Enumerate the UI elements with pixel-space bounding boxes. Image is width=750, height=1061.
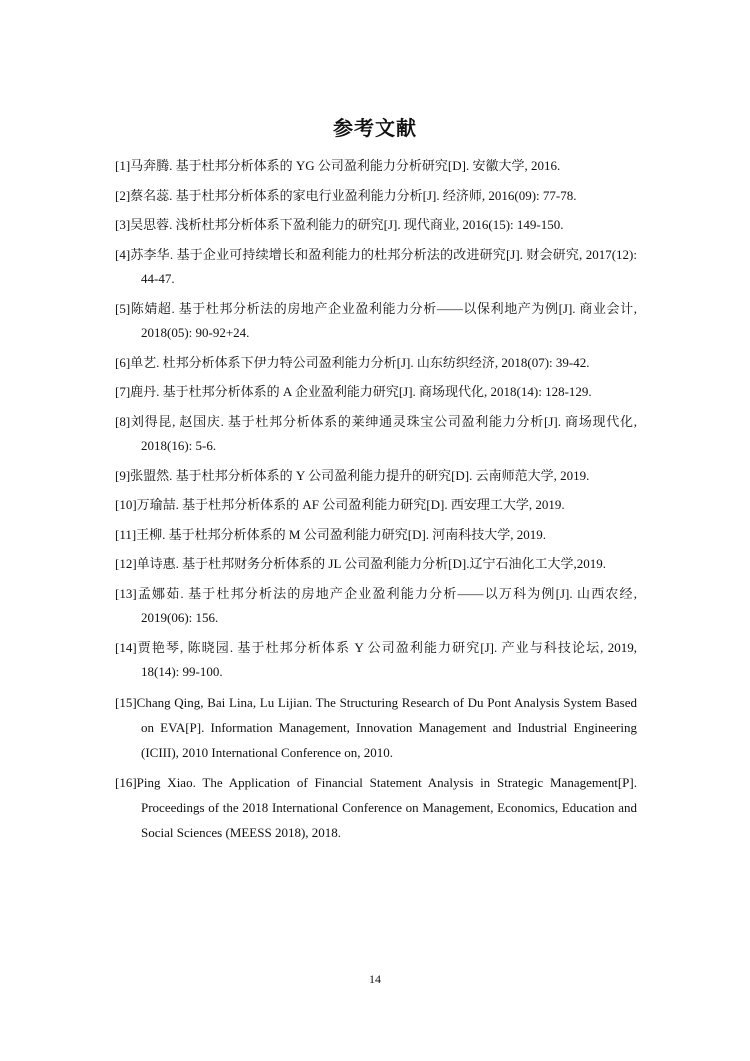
page-title: 参考文献	[333, 116, 417, 140]
reference-item: [11]王柳. 基于杜邦分析体系的 M 公司盈利能力研究[D]. 河南科技大学, 2019.	[115, 526, 547, 542]
reference-list	[115, 154, 637, 850]
reference-item: [16]Ping Xiao. The Application of Financial Statement Analysis in Strategic Management[P]. Proceedings of the 2018 International Conference on Management, Economics, Education and Social Sciences (MEESS 2018), 2018.	[115, 774, 637, 840]
page-number: 14	[369, 972, 381, 986]
reference-item: [12]单诗惠. 基于杜邦财务分析体系的 JL 公司盈利能力分析[D].辽宁石油化工大学,2019.	[115, 556, 606, 571]
reference-item: [6]单艺. 杜邦分析体系下伊力特公司盈利能力分析[J]. 山东纺织经济, 2018(07): 39-42.	[115, 354, 590, 370]
reference-item: [7]鹿丹. 基于杜邦分析体系的 A 企业盈利能力研究[J]. 商场现代化, 2018(14): 128-129.	[115, 384, 592, 399]
reference-item: [4]苏李华. 基于企业可持续增长和盈利能力的杜邦分析法的改进研究[J]. 财会研究, 2017(12): 44-47.	[115, 246, 637, 286]
reference-item: [8]刘得昆, 赵国庆. 基于杜邦分析体系的莱绅通灵珠宝公司盈利能力分析[J]. 商场现代化, 2018(16): 5-6.	[115, 413, 637, 453]
reference-item: [13]孟娜茹. 基于杜邦分析法的房地产企业盈利能力分析——以万科为例[J]. 山西农经, 2019(06): 156.	[115, 585, 637, 625]
reference-item: [9]张盟然. 基于杜邦分析体系的 Y 公司盈利能力提升的研究[D]. 云南师范大学, 2019.	[115, 467, 590, 483]
reference-item: [2]蔡名蕊. 基于杜邦分析体系的家电行业盈利能力分析[J]. 经济师, 2016(09): 77-78.	[115, 187, 577, 203]
reference-item: [1]马奔腾. 基于杜邦分析体系的 YG 公司盈利能力分析研究[D]. 安徽大学, 2016.	[115, 158, 561, 173]
reference-item: [5]陈婧超. 基于杜邦分析法的房地产企业盈利能力分析——以保利地产为例[J]. 商业会计, 2018(05): 90-92+24.	[115, 300, 637, 340]
reference-item: [14]贾艳琴, 陈晓园. 基于杜邦分析体系 Y 公司盈利能力研究[J]. 产业与科技论坛, 2019, 18(14): 99-100.	[115, 639, 637, 679]
reference-item: [15]Chang Qing, Bai Lina, Lu Lijian. The Structuring Research of Du Pont Analysis System Based on EVA[P]. Information Management, Innovation Management and Industrial Engineering (ICIII), 2010 International Conference on, 2010.	[115, 694, 637, 760]
reference-item: [10]万瑜喆. 基于杜邦分析体系的 AF 公司盈利能力研究[D]. 西安理工大学, 2019.	[115, 497, 565, 512]
reference-item: [3]吴思蓉. 浅析杜邦分析体系下盈利能力的研究[J]. 现代商业, 2016(15): 149-150.	[115, 217, 564, 232]
